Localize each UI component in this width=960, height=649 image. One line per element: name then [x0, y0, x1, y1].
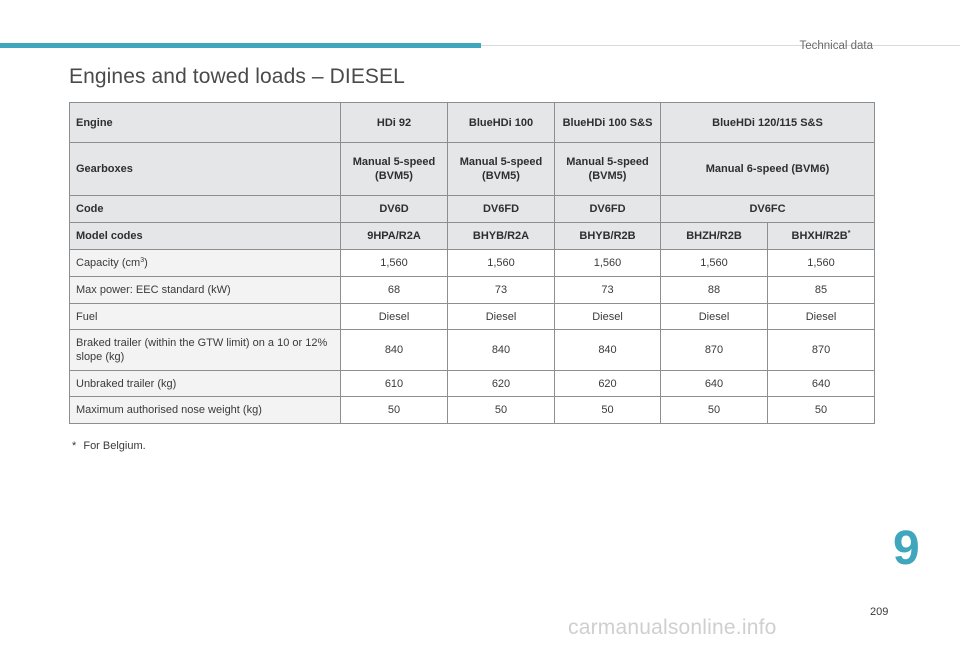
table-cell: BHZH/R2B [661, 223, 768, 250]
row-label: Model codes [70, 223, 341, 250]
table-cell: 73 [555, 277, 661, 304]
table-cell: 50 [661, 397, 768, 424]
footnote-marker: * [72, 440, 77, 452]
table-row-model-codes [70, 223, 875, 250]
header-accent-bar [0, 43, 481, 48]
table-cell: 9HPA/R2A [341, 223, 448, 250]
table-cell: 840 [555, 330, 661, 371]
table-cell: 840 [448, 330, 555, 371]
table-cell: 85 [768, 277, 875, 304]
table-cell: BHYB/R2A [448, 223, 555, 250]
superscript: 3 [140, 257, 145, 264]
table-cell: Diesel [448, 304, 555, 330]
table-cell: 1,560 [341, 250, 448, 277]
table-cell: 1,560 [448, 250, 555, 277]
table-row-code [70, 196, 875, 223]
table-cell: 870 [661, 330, 768, 371]
table-cell: 870 [768, 330, 875, 371]
label-text: Capacity (cm [76, 257, 141, 269]
label-end: ) [144, 257, 148, 269]
row-label: Max power: EEC standard (kW) [70, 277, 341, 304]
table-cell: 50 [448, 397, 555, 424]
table-cell [768, 223, 875, 250]
table-cell: 640 [661, 371, 768, 397]
cell-text: BHXH/R2B [791, 230, 848, 242]
table-cell: 50 [555, 397, 661, 424]
table-cell: 1,560 [555, 250, 661, 277]
table-cell: 620 [555, 371, 661, 397]
chapter-number: 9 [893, 522, 920, 575]
table-row-engine [70, 103, 875, 143]
table-cell: HDi 92 [341, 103, 448, 143]
table-cell: DV6FC [661, 196, 875, 223]
table-cell: Diesel [768, 304, 875, 330]
header-rule [481, 45, 960, 46]
footnote [72, 440, 146, 452]
table-cell: DV6D [341, 196, 448, 223]
footnote-text: For Belgium. [83, 440, 146, 452]
row-label [70, 250, 341, 277]
table-row-unbraked-trailer [70, 371, 875, 397]
table-cell: 68 [341, 277, 448, 304]
table-cell: 640 [768, 371, 875, 397]
table-cell: Diesel [555, 304, 661, 330]
table-cell: BHYB/R2B [555, 223, 661, 250]
table-cell: BlueHDi 100 [448, 103, 555, 143]
table-cell: 840 [341, 330, 448, 371]
table-cell: Manual 5-speed (BVM5) [341, 143, 448, 196]
table-cell: BlueHDi 120/115 S&S [661, 103, 875, 143]
row-label: Engine [70, 103, 341, 143]
table-cell: Manual 6-speed (BVM6) [661, 143, 875, 196]
row-label: Fuel [70, 304, 341, 330]
section-title: Technical data [799, 40, 873, 52]
table-cell: 1,560 [661, 250, 768, 277]
table-row-max-power [70, 277, 875, 304]
footnote-marker: * [847, 230, 851, 237]
table-cell: Manual 5-speed (BVM5) [448, 143, 555, 196]
table-cell: Diesel [661, 304, 768, 330]
table-cell: 50 [341, 397, 448, 424]
table-cell: 88 [661, 277, 768, 304]
row-label: Braked trailer (within the GTW limit) on a 10 or 12% slope (kg) [70, 330, 341, 371]
watermark: carmanualsonline.info [568, 616, 777, 639]
row-label: Maximum authorised nose weight (kg) [70, 397, 341, 424]
table-cell: DV6FD [448, 196, 555, 223]
table-row-nose-weight [70, 397, 875, 424]
table-cell: 50 [768, 397, 875, 424]
table-row-fuel [70, 304, 875, 330]
row-label: Gearboxes [70, 143, 341, 196]
row-label: Code [70, 196, 341, 223]
table-row-gearboxes [70, 143, 875, 196]
page-number: 209 [870, 606, 889, 618]
table-cell: 1,560 [768, 250, 875, 277]
engines-table [69, 102, 875, 424]
table-row-braked-trailer [70, 330, 875, 371]
table-cell: BlueHDi 100 S&S [555, 103, 661, 143]
row-label: Unbraked trailer (kg) [70, 371, 341, 397]
table-cell: DV6FD [555, 196, 661, 223]
table-cell: 73 [448, 277, 555, 304]
table-cell: Diesel [341, 304, 448, 330]
table-cell: Manual 5-speed (BVM5) [555, 143, 661, 196]
table-cell: 610 [341, 371, 448, 397]
table-row-capacity [70, 250, 875, 277]
page-title: Engines and towed loads – DIESEL [69, 65, 405, 88]
table-cell: 620 [448, 371, 555, 397]
